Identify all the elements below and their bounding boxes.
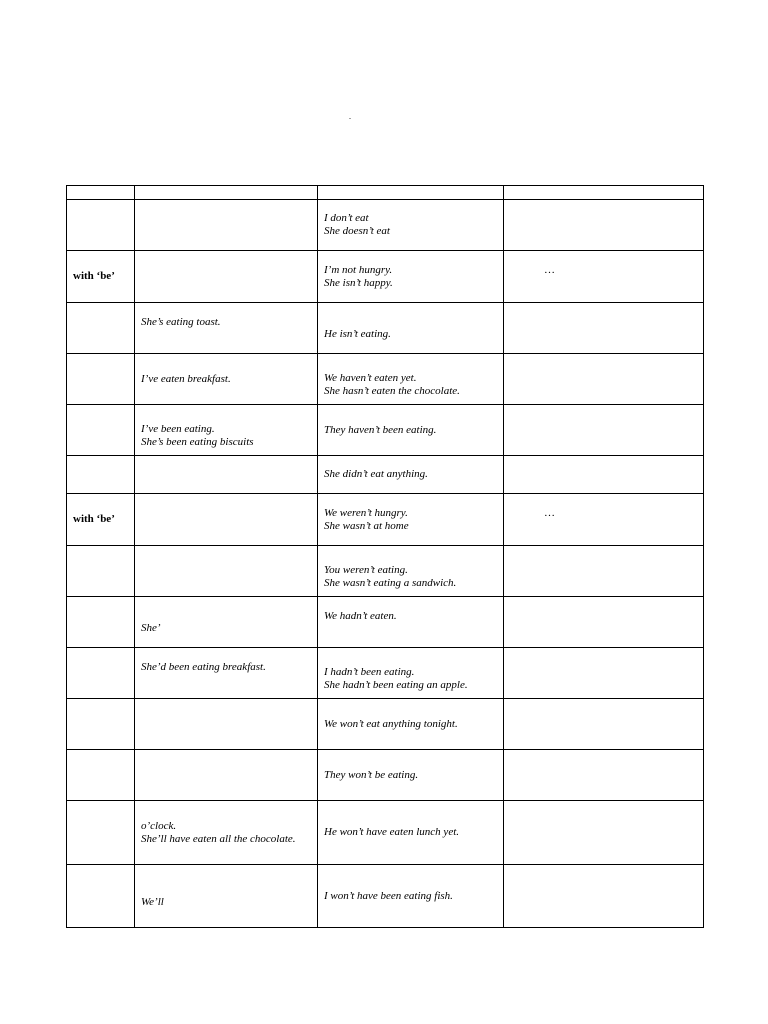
question-cell (504, 456, 704, 494)
example-line: I’ve eaten breakfast. (141, 372, 231, 385)
negative-cell (318, 597, 504, 648)
positive-cell (135, 648, 318, 699)
example-line: She’s been eating biscuits (141, 436, 254, 448)
question-cell (504, 405, 704, 456)
table-row (67, 597, 704, 648)
positive-cell (135, 494, 318, 546)
example-line: We’ll (141, 895, 164, 908)
example-line: You weren’t eating. (324, 564, 408, 576)
row-label (67, 405, 135, 456)
negative-cell (318, 546, 504, 597)
example-line: She wasn’t at home (324, 519, 409, 532)
negative-cell (318, 865, 504, 928)
ellipsis: … (544, 507, 555, 519)
example-line: I’m not hungry. (324, 263, 393, 276)
question-cell (504, 597, 704, 648)
header-cell-negative (318, 186, 504, 200)
example-line: We won’t eat anything tonight. (324, 717, 458, 730)
example-line: I won’t have been eating fish. (324, 889, 453, 902)
negative-cell (318, 648, 504, 699)
table-row (67, 405, 704, 456)
table-row (67, 865, 704, 928)
header-cell-label (67, 186, 135, 200)
example-line: She’d been eating breakfast. (141, 660, 266, 673)
header-cell-positive (135, 186, 318, 200)
grammar-table (66, 185, 704, 928)
negative-cell (318, 494, 504, 546)
question-cell (504, 750, 704, 801)
table-row (67, 699, 704, 750)
example-line: She’ (141, 621, 161, 634)
example-line: o’clock. (141, 819, 177, 832)
positive-cell (135, 750, 318, 801)
positive-cell (135, 354, 318, 405)
table-row (67, 456, 704, 494)
negative-cell (318, 801, 504, 865)
example-line: She hasn’t eaten the chocolate. (324, 385, 460, 397)
negative-cell (318, 200, 504, 251)
negative-cell (318, 303, 504, 354)
question-cell (504, 865, 704, 928)
positive-cell (135, 200, 318, 251)
example-line: We hadn’t eaten. (324, 609, 397, 622)
positive-cell (135, 251, 318, 303)
question-cell (504, 546, 704, 597)
row-label (67, 750, 135, 801)
example-line: She isn’t happy. (324, 276, 393, 289)
table-row (67, 200, 704, 251)
row-label: with ‘be’ (67, 494, 135, 546)
question-cell (504, 494, 704, 546)
positive-cell (135, 546, 318, 597)
positive-cell (135, 303, 318, 354)
row-label: with ‘be’ (67, 251, 135, 303)
example-line: They haven’t been eating. (324, 423, 437, 436)
example-line: He won’t have eaten lunch yet. (324, 826, 460, 838)
positive-cell (135, 699, 318, 750)
header-mark: . (349, 112, 351, 121)
example-line: She wasn’t eating a sandwich. (324, 577, 457, 589)
table-row (67, 801, 704, 865)
question-cell (504, 699, 704, 750)
ellipsis: … (544, 264, 555, 276)
question-cell (504, 354, 704, 405)
row-label (67, 801, 135, 865)
row-label (67, 597, 135, 648)
row-label (67, 648, 135, 699)
row-label (67, 303, 135, 354)
negative-cell (318, 405, 504, 456)
example-line: I’ve been eating. (141, 423, 215, 435)
question-cell (504, 200, 704, 251)
example-line: She doesn’t eat (324, 225, 390, 237)
question-cell (504, 251, 704, 303)
negative-cell (318, 750, 504, 801)
table-row (67, 546, 704, 597)
negative-cell (318, 251, 504, 303)
row-label (67, 546, 135, 597)
example-line: She’s eating toast. (141, 315, 221, 328)
row-label (67, 865, 135, 928)
example-line: She didn’t eat anything. (324, 468, 428, 480)
example-line: I don’t eat (324, 212, 369, 224)
example-line: We haven’t eaten yet. (324, 372, 417, 384)
example-line: They won’t be eating. (324, 768, 419, 781)
example-line: I hadn’t been eating. (324, 666, 415, 678)
negative-cell (318, 354, 504, 405)
row-label (67, 200, 135, 251)
row-label (67, 354, 135, 405)
table-row (67, 750, 704, 801)
negative-cell (318, 456, 504, 494)
row-label (67, 456, 135, 494)
positive-cell (135, 405, 318, 456)
table-row (67, 354, 704, 405)
table-row (67, 648, 704, 699)
header-cell-question (504, 186, 704, 200)
table-header-row (67, 186, 704, 200)
table-row (67, 494, 704, 546)
positive-cell (135, 456, 318, 494)
positive-cell (135, 801, 318, 865)
example-line: She’ll have eaten all the chocolate. (141, 832, 296, 845)
example-line: We weren’t hungry. (324, 506, 408, 519)
negative-cell (318, 699, 504, 750)
row-label (67, 699, 135, 750)
table-row (67, 303, 704, 354)
table-row (67, 251, 704, 303)
question-cell (504, 303, 704, 354)
question-cell (504, 801, 704, 865)
example-line: She hadn’t been eating an apple. (324, 679, 468, 691)
question-cell (504, 648, 704, 699)
example-line: He isn’t eating. (324, 327, 391, 340)
positive-cell (135, 597, 318, 648)
positive-cell (135, 865, 318, 928)
